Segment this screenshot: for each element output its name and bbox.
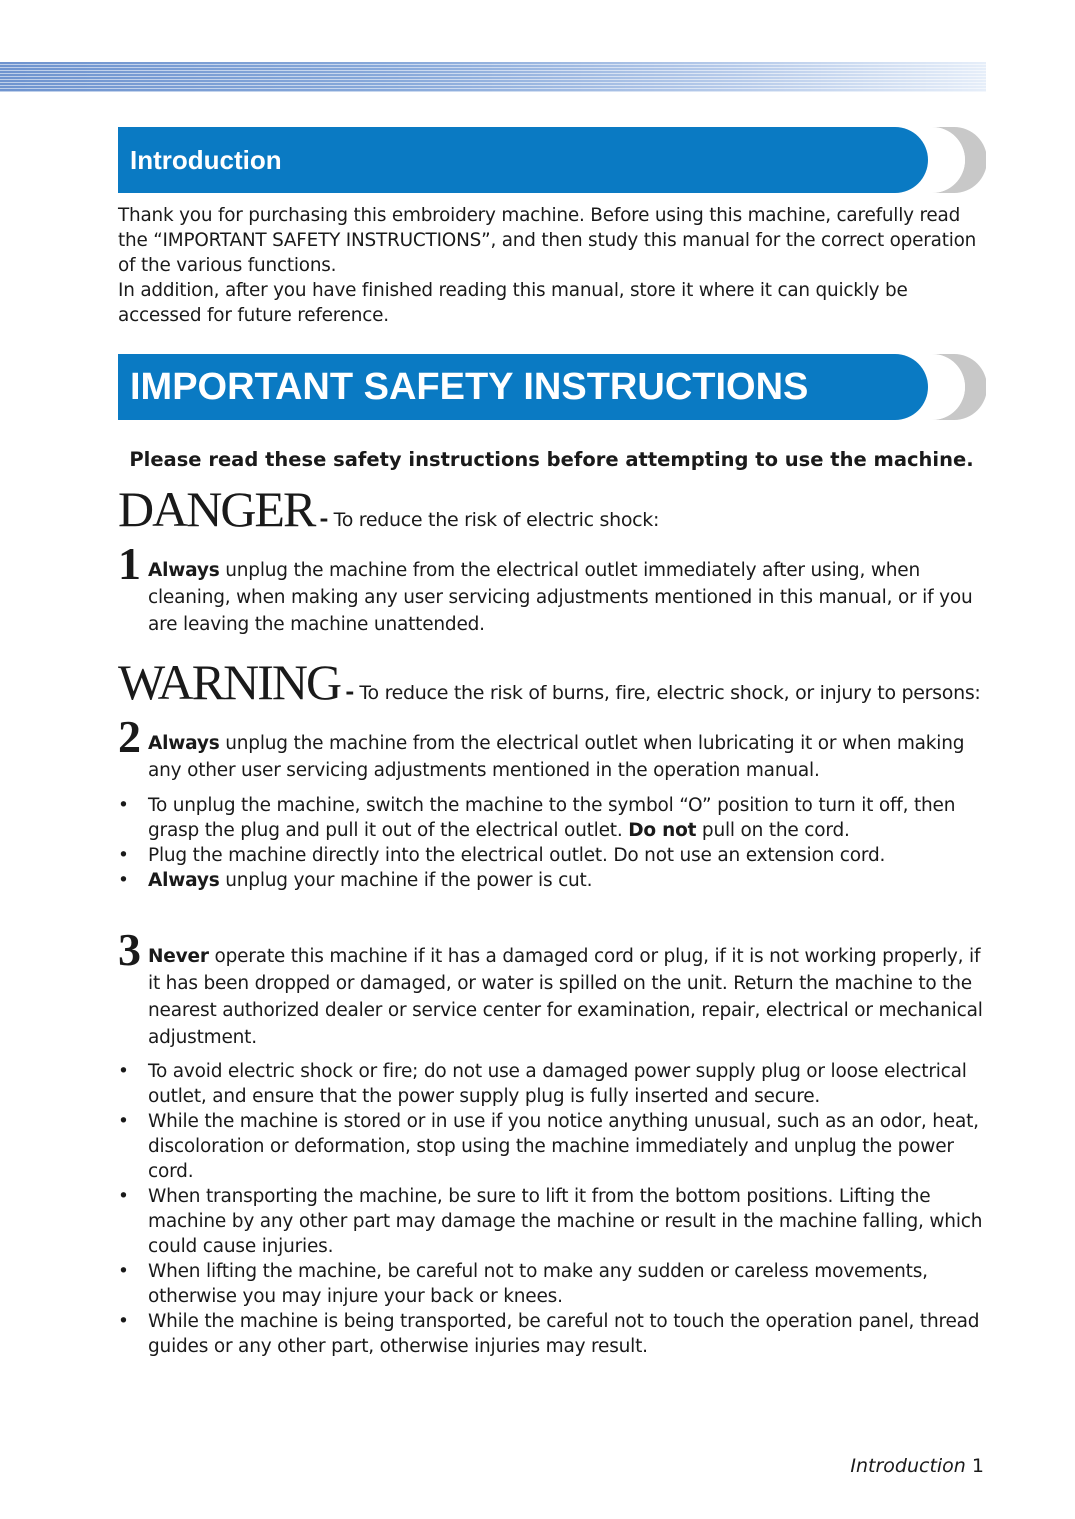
danger-heading [118,480,659,538]
bullet-icon: • [118,1186,129,1207]
list-item [118,793,988,843]
safety-lead-text: Please read these safety instructions before attempting to use the machine. [129,448,974,471]
danger-subtitle: To reduce the risk of electric shock: [333,509,660,531]
bullet-icon: • [118,870,129,891]
item-emphasis: Always [148,733,220,754]
warning-subtitle: To reduce the risk of burns, fire, electric shock, or injury to persons: [359,682,981,704]
intro-paragraph: In addition, after you have finished reading this manual, store it where it can quickly be accessed for future reference. [118,280,908,326]
item-text: unplug the machine from the electrical outlet immediately after using, when cleaning, when making any user servicing adjustments mentioned in this manual, or if you are leaving the machine unattended. [148,560,973,635]
instruction-item-3 [118,924,988,1051]
danger-word: DANGER [118,481,315,537]
list-item [118,868,988,893]
instruction-item-2 [118,711,988,784]
heading-dash: - [345,679,355,705]
bullet-text: While the machine is being transported, be careful not to touch the operation panel, thread guides or any other part, otherwise injuries may result. [148,1311,980,1357]
instruction-item-1 [118,538,988,638]
header-stripe [0,62,986,92]
safety-instructions-banner [118,354,928,420]
bullet-icon: • [118,1261,129,1282]
footer-section-label: Introduction [850,1455,966,1477]
list-item [118,843,988,868]
bracket-decoration-icon [924,127,986,193]
item-emphasis: Never [148,946,209,967]
bullet-text: To unplug the machine, switch the machine to the symbol “O” position to turn it off, then grasp the plug and pull it out of the electrical outlet. [148,795,956,841]
item-emphasis: Always [148,560,220,581]
bullet-text: pull on the cord. [696,820,850,841]
item-3-bullet-list [118,1059,988,1359]
introduction-text [118,203,988,328]
item-text: unplug the machine from the electrical outlet when lubricating it or when making any other user servicing adjustments mentioned in the operation manual. [148,733,965,781]
item-number: 2 [118,711,141,762]
item-number: 1 [118,538,141,589]
bullet-icon: • [118,845,129,866]
bullet-icon: • [118,1311,129,1332]
bullet-emphasis: Do not [628,820,697,841]
page-number: 1 [971,1455,984,1477]
introduction-title: Introduction [130,144,282,175]
bullet-text: Plug the machine directly into the electrical outlet. Do not use an extension cord. [148,845,886,866]
warning-heading [118,653,981,711]
bullet-text: When transporting the machine, be sure to lift it from the bottom positions. Lifting the machine by any other part may damage the machine or result in the machine falling, which could cause injuries. [148,1186,983,1257]
list-item [118,1309,988,1359]
item-number: 3 [118,924,141,975]
bullet-icon: • [118,1061,129,1082]
list-item [118,1059,988,1109]
list-item [118,1259,988,1309]
item-text: operate this machine if it has a damaged cord or plug, if it is not working properly, if it has been dropped or damaged, or water is spilled on the unit. Return the machine to the nearest authorized dealer or service center for examination, repair, electrical or mechanical adjustment. [148,946,983,1048]
bullet-icon: • [118,795,129,816]
bullet-icon: • [118,1111,129,1132]
bullet-text: unplug your machine if the power is cut. [219,870,593,891]
safety-instructions-title: IMPORTANT SAFETY INSTRUCTIONS [130,365,809,408]
intro-paragraph: Thank you for purchasing this embroidery machine. Before using this machine, carefully read the “IMPORTANT SAFETY INSTRUCTIONS”, and then study this manual for the correct operation of the various functions. [118,205,977,276]
bullet-text: To avoid electric shock or fire; do not use a damaged power supply plug or loose electrical outlet, and ensure that the power supply plug is fully inserted and secure. [148,1061,967,1107]
page-footer [850,1455,984,1477]
bullet-emphasis: Always [148,870,220,891]
list-item [118,1184,988,1259]
bullet-text: While the machine is stored or in use if you notice anything unusual, such as an odor, heat, discoloration or deformation, stop using the machine immediately and unplug the power cord. [148,1111,979,1182]
bullet-text: When lifting the machine, be careful not to make any sudden or careless movements, otherwise you may injure your back or knees. [148,1261,928,1307]
warning-word: WARNING [118,654,341,710]
introduction-banner [118,127,928,193]
bracket-decoration-icon [924,354,986,420]
list-item [118,1109,988,1184]
heading-dash: - [319,506,329,532]
item-2-bullet-list [118,793,988,893]
